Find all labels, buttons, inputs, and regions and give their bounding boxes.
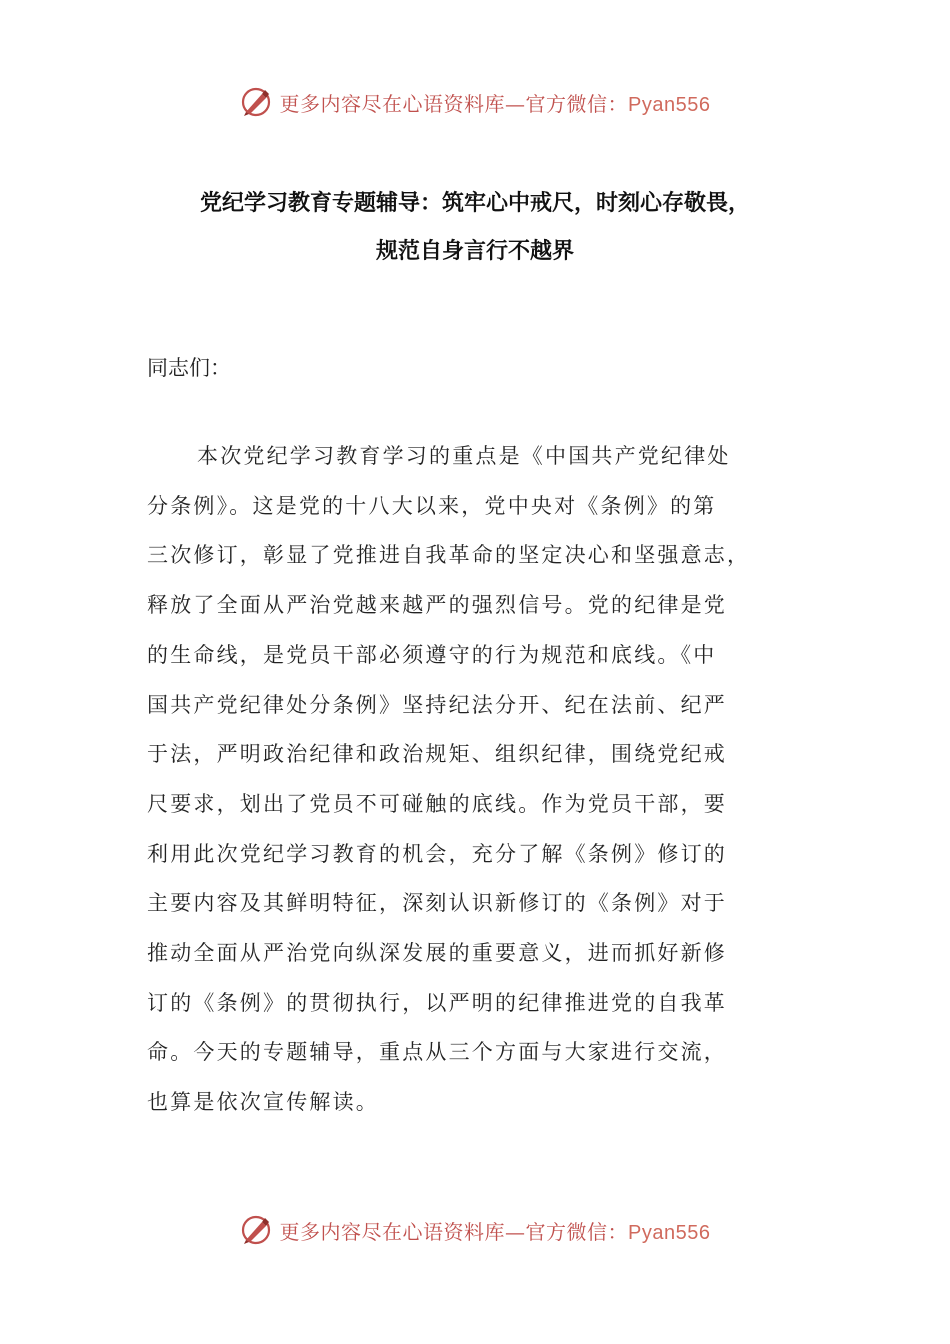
paragraph-line: 国共产党纪律处分条例》坚持纪法分开、纪在法前、纪严 xyxy=(147,692,727,717)
banner-wechat-id: Pyan556 xyxy=(628,93,711,116)
body-paragraph xyxy=(147,432,807,1128)
title-line-2: 规范自身言行不越界 xyxy=(375,239,574,264)
paragraph-line: 的生命线，是党员干部必须遵守的行为规范和底线。《中 xyxy=(147,642,717,667)
banner-separator: — xyxy=(505,1219,526,1244)
paragraph-line: 订的《条例》的贯彻执行，以严明的纪律推进党的自我革 xyxy=(147,990,727,1015)
paragraph-line: 也算是依次宣传解读。 xyxy=(147,1090,379,1115)
footer-banner xyxy=(0,1210,950,1250)
banner-label: 更多内容尽在心语资料库 xyxy=(279,1219,506,1244)
greeting: 同志们： xyxy=(147,356,231,380)
pen-logo-icon xyxy=(240,86,272,118)
paragraph-line: 推动全面从严治党向纵深发展的重要意义，进而抓好新修 xyxy=(147,941,727,966)
banner-wechat-label: 官方微信： xyxy=(525,91,629,116)
paragraph-line: 分条例》。这是党的十八大以来，党中央对《条例》的第 xyxy=(147,493,717,518)
banner-wechat-label: 官方微信： xyxy=(525,1219,629,1244)
banner-label: 更多内容尽在心语资料库 xyxy=(279,91,506,116)
pen-logo-icon xyxy=(240,1214,272,1246)
banner-text xyxy=(280,88,711,117)
paragraph-line: 主要内容及其鲜明特征，深刻认识新修订的《条例》对于 xyxy=(147,891,727,916)
paragraph-line: 命。今天的专题辅导，重点从三个方面与大家进行交流， xyxy=(147,1040,727,1065)
banner-wechat-id: Pyan556 xyxy=(628,1221,711,1244)
paragraph-line: 三次修订，彰显了党推进自我革命的坚定决心和坚强意志， xyxy=(147,543,751,568)
paragraph-line: 尺要求，划出了党员不可碰触的底线。作为党员干部，要 xyxy=(147,791,727,816)
paragraph-line: 释放了全面从严治党越来越严的强烈信号。党的纪律是党 xyxy=(147,593,727,618)
header-banner xyxy=(0,82,950,122)
document-title xyxy=(120,180,830,276)
paragraph-line: 于法，严明政治纪律和政治规矩、组织纪律，围绕党纪戒 xyxy=(147,742,727,767)
paragraph-line: 本次党纪学习教育学习的重点是《中国共产党纪律处 xyxy=(197,444,731,468)
banner-separator: — xyxy=(505,91,526,116)
title-line-1: 党纪学习教育专题辅导：筑牢心中戒尺，时刻心存敬畏， xyxy=(199,191,750,216)
banner-text xyxy=(280,1216,711,1245)
paragraph-line: 利用此次党纪学习教育的机会，充分了解《条例》修订的 xyxy=(147,841,727,866)
